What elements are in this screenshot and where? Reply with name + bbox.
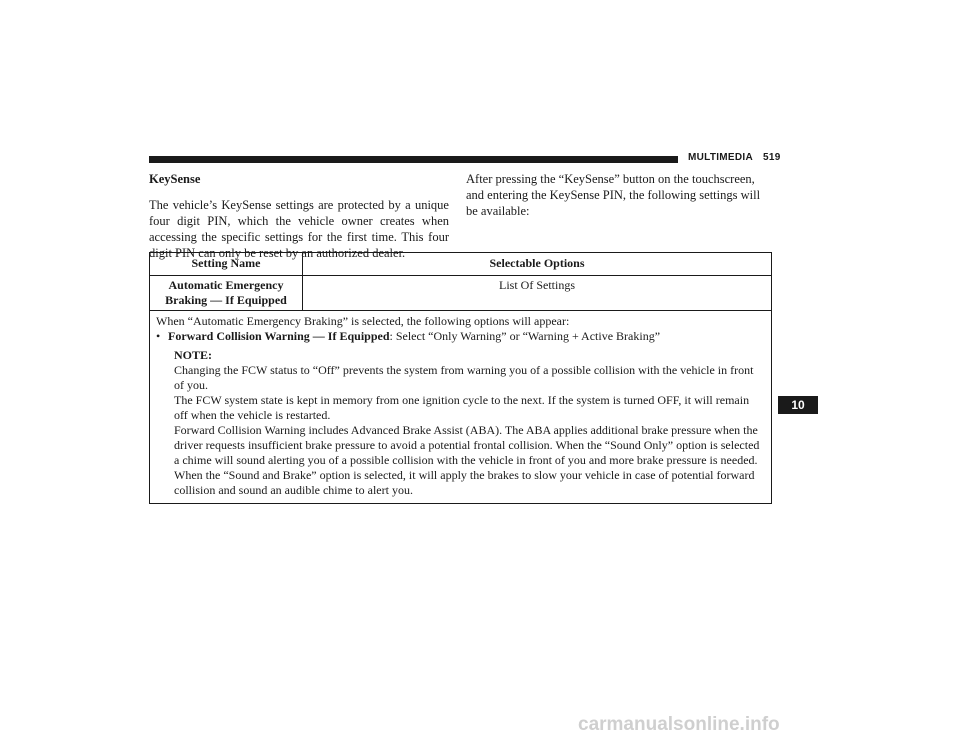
column-header-setting-name: Setting Name	[150, 253, 303, 276]
header-rule	[149, 156, 678, 163]
intro-paragraph: The vehicle’s KeySense settings are protected by a unique four digit PIN, which the vehicle owner creates when accessing the specific settings for the first time. This four digit PIN can only be reset by an authorized dealer.	[149, 198, 449, 260]
table-header-row	[150, 253, 772, 276]
section-tab: 10	[778, 396, 818, 414]
left-column	[149, 171, 449, 261]
bullet-text: : Select “Only Warning” or “Warning + Active Braking”	[389, 329, 661, 343]
header-section: MULTIMEDIA	[688, 152, 754, 163]
description-intro: When “Automatic Emergency Braking” is selected, the following options will appear:	[156, 314, 570, 328]
bullet-item	[156, 329, 765, 344]
note-paragraph: Changing the FCW status to “Off” prevents the system from warning you of a possible collision with the vehicle in front of you.	[174, 363, 754, 392]
page-number: 519	[763, 152, 781, 163]
setting-name-cell: Automatic Emergency Braking — If Equipped	[150, 276, 303, 311]
column-header-selectable-options: Selectable Options	[303, 253, 772, 276]
instructions-paragraph: After pressing the “KeySense” button on the touchscreen, and entering the KeySense PIN, the following settings will be available:	[466, 172, 761, 218]
bullet-dot-icon: •	[156, 329, 161, 343]
note-title: NOTE:	[174, 348, 213, 362]
bullet-name: Forward Collision Warning — If Equipped	[168, 329, 390, 343]
note-paragraph: The FCW system state is kept in memory from one ignition cycle to the next. If the system is turned OFF, it will remain off when the vehicle is restarted.	[174, 393, 750, 422]
table-row	[150, 276, 772, 311]
settings-table	[149, 252, 772, 504]
description-row	[150, 311, 772, 504]
bullet-content	[168, 329, 660, 344]
right-column	[466, 171, 772, 219]
section-heading: KeySense	[149, 172, 201, 186]
selectable-options-cell: List Of Settings	[303, 276, 772, 311]
description-cell	[150, 311, 772, 504]
note-paragraph: Forward Collision Warning includes Advanced Brake Assist (ABA). The ABA applies additional brake pressure when the driver requests insufficient brake pressure to avoid a potential frontal collision. When the “Sound Only” option is selected a chime will sound alerting you of a possible collision with the vehicle in front of you and more brake pressure is needed. When the “Sound and Brake” option is selected, it will apply the brakes to slow your vehicle in case of potential forward collision and sound an audible chime to alert you.	[174, 423, 760, 497]
note-block	[174, 348, 765, 498]
watermark: carmanualsonline.info	[578, 714, 780, 735]
running-header	[688, 152, 781, 163]
